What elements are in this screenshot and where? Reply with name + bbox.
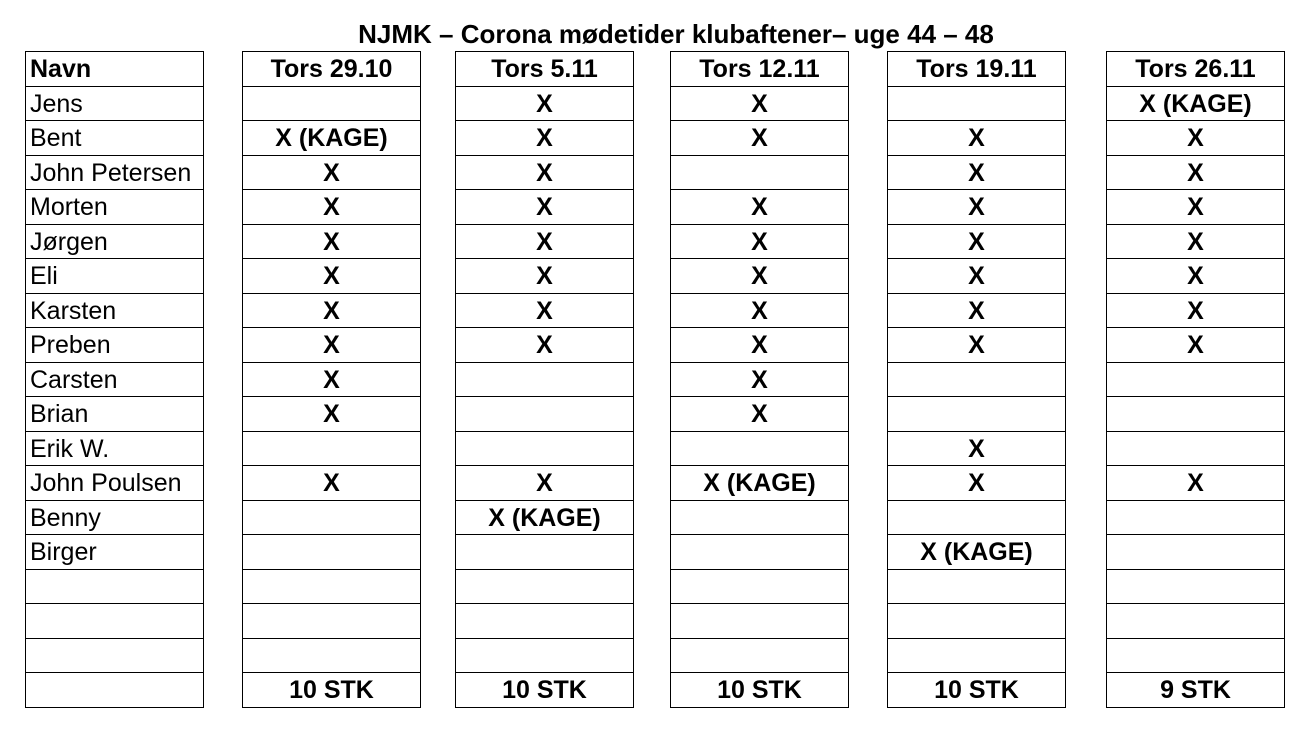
attendance-cell — [1107, 501, 1285, 536]
attendance-cell — [888, 639, 1066, 674]
attendance-cell — [456, 363, 634, 398]
attendance-cell: X — [888, 225, 1066, 260]
names-header: Navn — [26, 52, 204, 87]
name-cell: Karsten — [26, 294, 204, 329]
attendance-cell — [888, 570, 1066, 605]
name-cell: Bent — [26, 121, 204, 156]
attendance-cell: X — [243, 397, 421, 432]
attendance-cell: X — [888, 432, 1066, 467]
attendance-cell: X (KAGE) — [243, 121, 421, 156]
attendance-cell: X — [243, 156, 421, 191]
attendance-cell: X — [243, 328, 421, 363]
attendance-cell — [671, 570, 849, 605]
total-cell: 10 STK — [456, 673, 634, 708]
attendance-cell — [456, 639, 634, 674]
day-header: Tors 5.11 — [456, 52, 634, 87]
attendance-cell — [456, 535, 634, 570]
attendance-cell: X — [671, 259, 849, 294]
name-cell: Birger — [26, 535, 204, 570]
attendance-cell: X — [456, 466, 634, 501]
total-cell: 9 STK — [1107, 673, 1285, 708]
attendance-cell — [671, 432, 849, 467]
names-column — [25, 51, 204, 708]
attendance-cell: X — [243, 259, 421, 294]
day-column-tors-5-11 — [455, 51, 634, 708]
day-column-tors-29-10 — [242, 51, 421, 708]
attendance-cell: X — [888, 328, 1066, 363]
attendance-cell: X (KAGE) — [888, 535, 1066, 570]
attendance-cell — [888, 87, 1066, 122]
day-header: Tors 19.11 — [888, 52, 1066, 87]
total-cell: 10 STK — [671, 673, 849, 708]
name-cell: Jørgen — [26, 225, 204, 260]
name-cell — [26, 639, 204, 674]
page-title: NJMK – Corona mødetider klubaftener– uge 44 – 48 — [358, 19, 994, 49]
attendance-cell: X (KAGE) — [1107, 87, 1285, 122]
name-cell: Benny — [26, 501, 204, 536]
attendance-cell: X — [1107, 294, 1285, 329]
attendance-cell: X — [243, 225, 421, 260]
name-cell: John Poulsen — [26, 466, 204, 501]
attendance-cell: X — [671, 363, 849, 398]
attendance-cell: X — [456, 328, 634, 363]
attendance-cell — [243, 604, 421, 639]
attendance-cell: X — [671, 328, 849, 363]
attendance-cell: X — [456, 294, 634, 329]
attendance-cell: X — [243, 190, 421, 225]
name-cell: Carsten — [26, 363, 204, 398]
attendance-cell — [243, 432, 421, 467]
attendance-cell: X — [671, 397, 849, 432]
attendance-cell: X — [456, 156, 634, 191]
name-cell: Brian — [26, 397, 204, 432]
attendance-cell: X (KAGE) — [671, 466, 849, 501]
attendance-cell: X — [671, 121, 849, 156]
attendance-cell — [671, 501, 849, 536]
attendance-cell — [1107, 604, 1285, 639]
attendance-cell — [1107, 363, 1285, 398]
attendance-cell — [456, 432, 634, 467]
attendance-cell — [456, 604, 634, 639]
attendance-cell: X — [888, 190, 1066, 225]
attendance-cell: X — [1107, 259, 1285, 294]
attendance-cell: X — [1107, 225, 1285, 260]
day-header: Tors 26.11 — [1107, 52, 1285, 87]
name-cell: Jens — [26, 87, 204, 122]
attendance-cell: X — [243, 466, 421, 501]
attendance-cell — [456, 397, 634, 432]
name-cell — [26, 673, 204, 708]
attendance-cell: X — [671, 87, 849, 122]
name-cell: Morten — [26, 190, 204, 225]
attendance-cell: X — [671, 294, 849, 329]
attendance-cell: X — [888, 121, 1066, 156]
attendance-cell — [671, 535, 849, 570]
attendance-cell — [888, 397, 1066, 432]
attendance-cell: X — [888, 466, 1066, 501]
attendance-cell — [1107, 397, 1285, 432]
name-cell: Preben — [26, 328, 204, 363]
attendance-cell — [456, 570, 634, 605]
attendance-cell: X — [1107, 156, 1285, 191]
attendance-cell — [243, 501, 421, 536]
attendance-cell — [243, 570, 421, 605]
attendance-cell: X — [243, 294, 421, 329]
attendance-cell — [1107, 639, 1285, 674]
attendance-cell: X — [888, 294, 1066, 329]
name-cell: Eli — [26, 259, 204, 294]
attendance-cell: X — [1107, 121, 1285, 156]
attendance-cell — [243, 87, 421, 122]
attendance-cell: X (KAGE) — [456, 501, 634, 536]
attendance-cell — [671, 639, 849, 674]
attendance-cell — [888, 501, 1066, 536]
day-header: Tors 12.11 — [671, 52, 849, 87]
day-column-tors-19-11 — [887, 51, 1066, 708]
total-cell: 10 STK — [888, 673, 1066, 708]
attendance-cell: X — [671, 190, 849, 225]
attendance-cell: X — [456, 190, 634, 225]
name-cell: Erik W. — [26, 432, 204, 467]
attendance-cell: X — [1107, 466, 1285, 501]
name-cell — [26, 570, 204, 605]
attendance-cell — [671, 156, 849, 191]
attendance-cell — [1107, 570, 1285, 605]
attendance-cell: X — [1107, 190, 1285, 225]
attendance-cell — [671, 604, 849, 639]
attendance-cell: X — [456, 225, 634, 260]
attendance-cell: X — [888, 156, 1066, 191]
attendance-cell — [1107, 535, 1285, 570]
attendance-cell — [243, 535, 421, 570]
attendance-cell — [888, 604, 1066, 639]
attendance-cell: X — [1107, 328, 1285, 363]
attendance-cell: X — [671, 225, 849, 260]
attendance-cell: X — [456, 259, 634, 294]
attendance-cell: X — [456, 87, 634, 122]
name-cell — [26, 604, 204, 639]
total-cell: 10 STK — [243, 673, 421, 708]
attendance-cell: X — [243, 363, 421, 398]
attendance-cell — [1107, 432, 1285, 467]
attendance-cell: X — [456, 121, 634, 156]
attendance-cell — [888, 363, 1066, 398]
day-column-tors-26-11 — [1106, 51, 1285, 708]
attendance-cell: X — [888, 259, 1066, 294]
attendance-cell — [243, 639, 421, 674]
day-header: Tors 29.10 — [243, 52, 421, 87]
day-column-tors-12-11 — [670, 51, 849, 708]
name-cell: John Petersen — [26, 156, 204, 191]
